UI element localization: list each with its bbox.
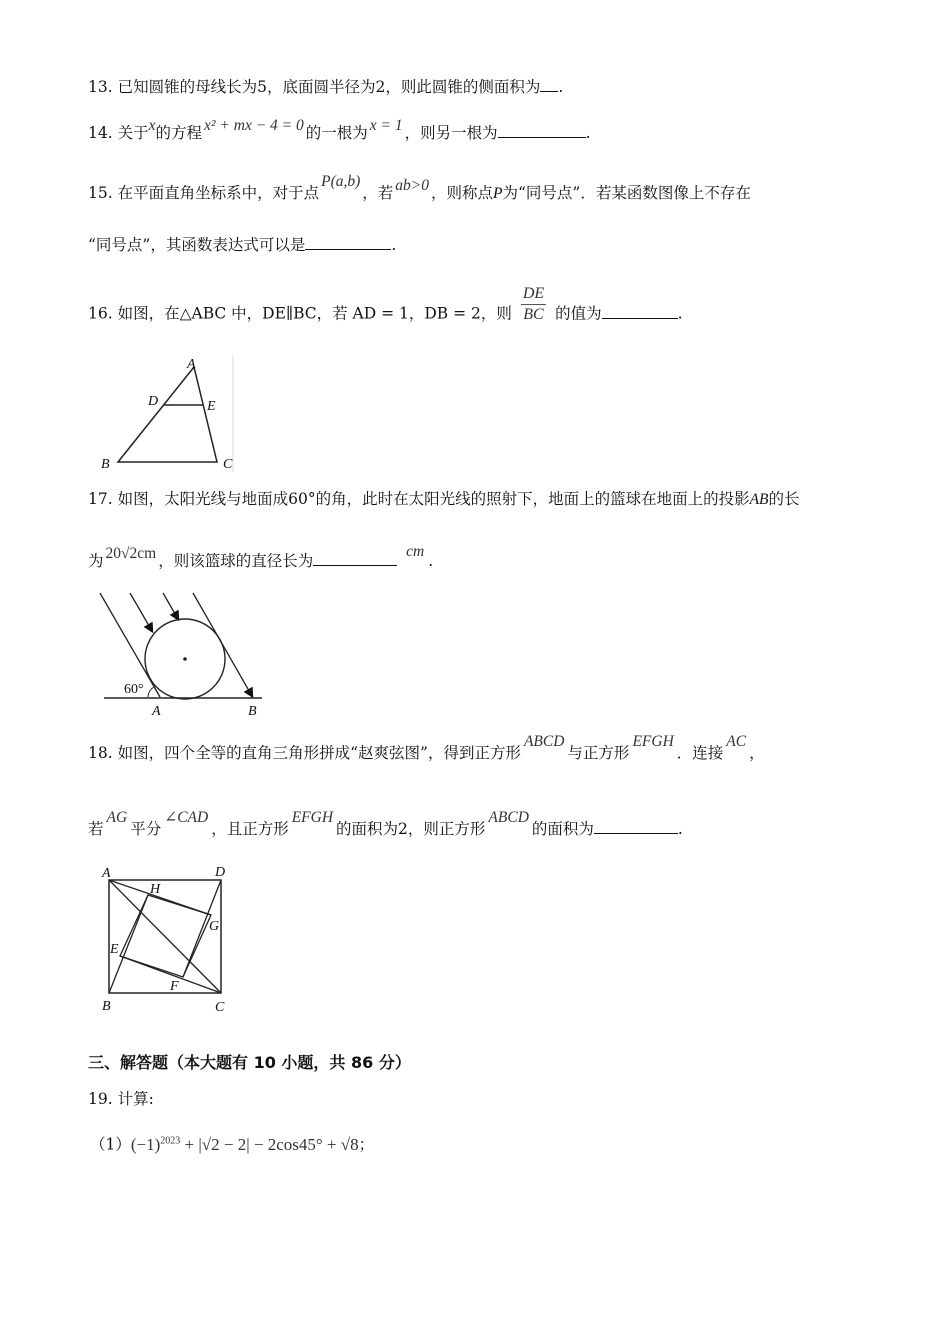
triangle-abc [118, 367, 217, 462]
question-19: 19. 计算: [88, 1090, 154, 1108]
diagonal-ac [109, 880, 221, 993]
sun-ray-1 [130, 593, 152, 631]
question-18-cont: 若AG平分∠CAD，且正方形EFGH的面积为2，则正方形ABCD的面积为 . [88, 809, 683, 838]
label-e: E [207, 399, 216, 414]
label-b: B [102, 999, 111, 1014]
angle-arc [148, 687, 154, 697]
answer-blank[interactable] [305, 235, 391, 250]
answer-blank[interactable] [594, 819, 678, 834]
figure-17-basketball [98, 585, 273, 720]
sun-ray-2 [163, 593, 178, 619]
figure-16-triangle [95, 350, 245, 475]
label-d: D [148, 394, 159, 409]
question-17: 17. 如图，太阳光线与地面成60°的角，此时在太阳光线的照射下，地面上的篮球在地面上的投影AB的长 [88, 490, 800, 508]
label-b: B [248, 704, 257, 719]
label-h: H [150, 882, 161, 897]
angle-label: 60° [124, 682, 144, 697]
figure-18-zhaoshuang [98, 860, 238, 1015]
label-c: C [215, 1000, 225, 1015]
label-b: B [101, 457, 110, 472]
question-13: 13. 已知圆锥的母线长为5，底面圆半径为2，则此圆锥的侧面积为 . [88, 78, 564, 96]
fraction-de-bc: $\frac{DE}{BC}$ [522, 285, 545, 323]
question-15: 15. 在平面直角坐标系中，对于点P(a,b)，若 ab>0 ，则称点P为“同号点”．若某函数图像上不存在 [88, 173, 751, 202]
label-d: D [215, 865, 226, 880]
label-a: A [187, 357, 196, 372]
question-15-cont: “同号点”，其函数表达式可以是 . [88, 236, 397, 254]
math-expression: $(-1)^{2023} + |√2 - 2| - 2\cos 45^\circ + √8$ [130, 1134, 359, 1154]
label-c: C [223, 457, 233, 472]
question-18: 18. 如图，四个全等的直角三角形拼成“赵爽弦图”，得到正方形ABCD与正方形EFGH．连接AC， [88, 733, 765, 762]
answer-blank[interactable] [313, 551, 397, 566]
section-heading: 三、解答题（本大题有 10 小题，共 86 分） [88, 1053, 411, 1072]
label-a: A [102, 866, 111, 881]
answer-blank[interactable] [540, 77, 558, 92]
answer-blank[interactable] [602, 304, 678, 319]
label-e: E [110, 942, 119, 957]
square-efgh [120, 895, 211, 977]
center-dot [183, 657, 187, 661]
label-g: G [209, 919, 220, 934]
question-17-cont: 为 20√2cm ，则该篮球的直径长为 cm. [88, 543, 434, 570]
label-f: F [170, 979, 179, 994]
question-14: 14. 关于x的方程 x² + mx − 4 = 0 的一根为 x = 1 ，则另一根为 . [88, 117, 591, 142]
answer-blank[interactable] [498, 123, 586, 138]
label-a: A [152, 704, 161, 719]
question-16: 16. 如图，在△ABC 中，DE∥BC，若 AD = 1，DB = 2，则 $\frac{DE}{BC}$ 的值为 . [88, 285, 683, 323]
question-19-part-1: $(1)(-1)^{2023} + |√2 - 2| - 2\cos 45^\circ + √8$； [90, 1134, 375, 1154]
